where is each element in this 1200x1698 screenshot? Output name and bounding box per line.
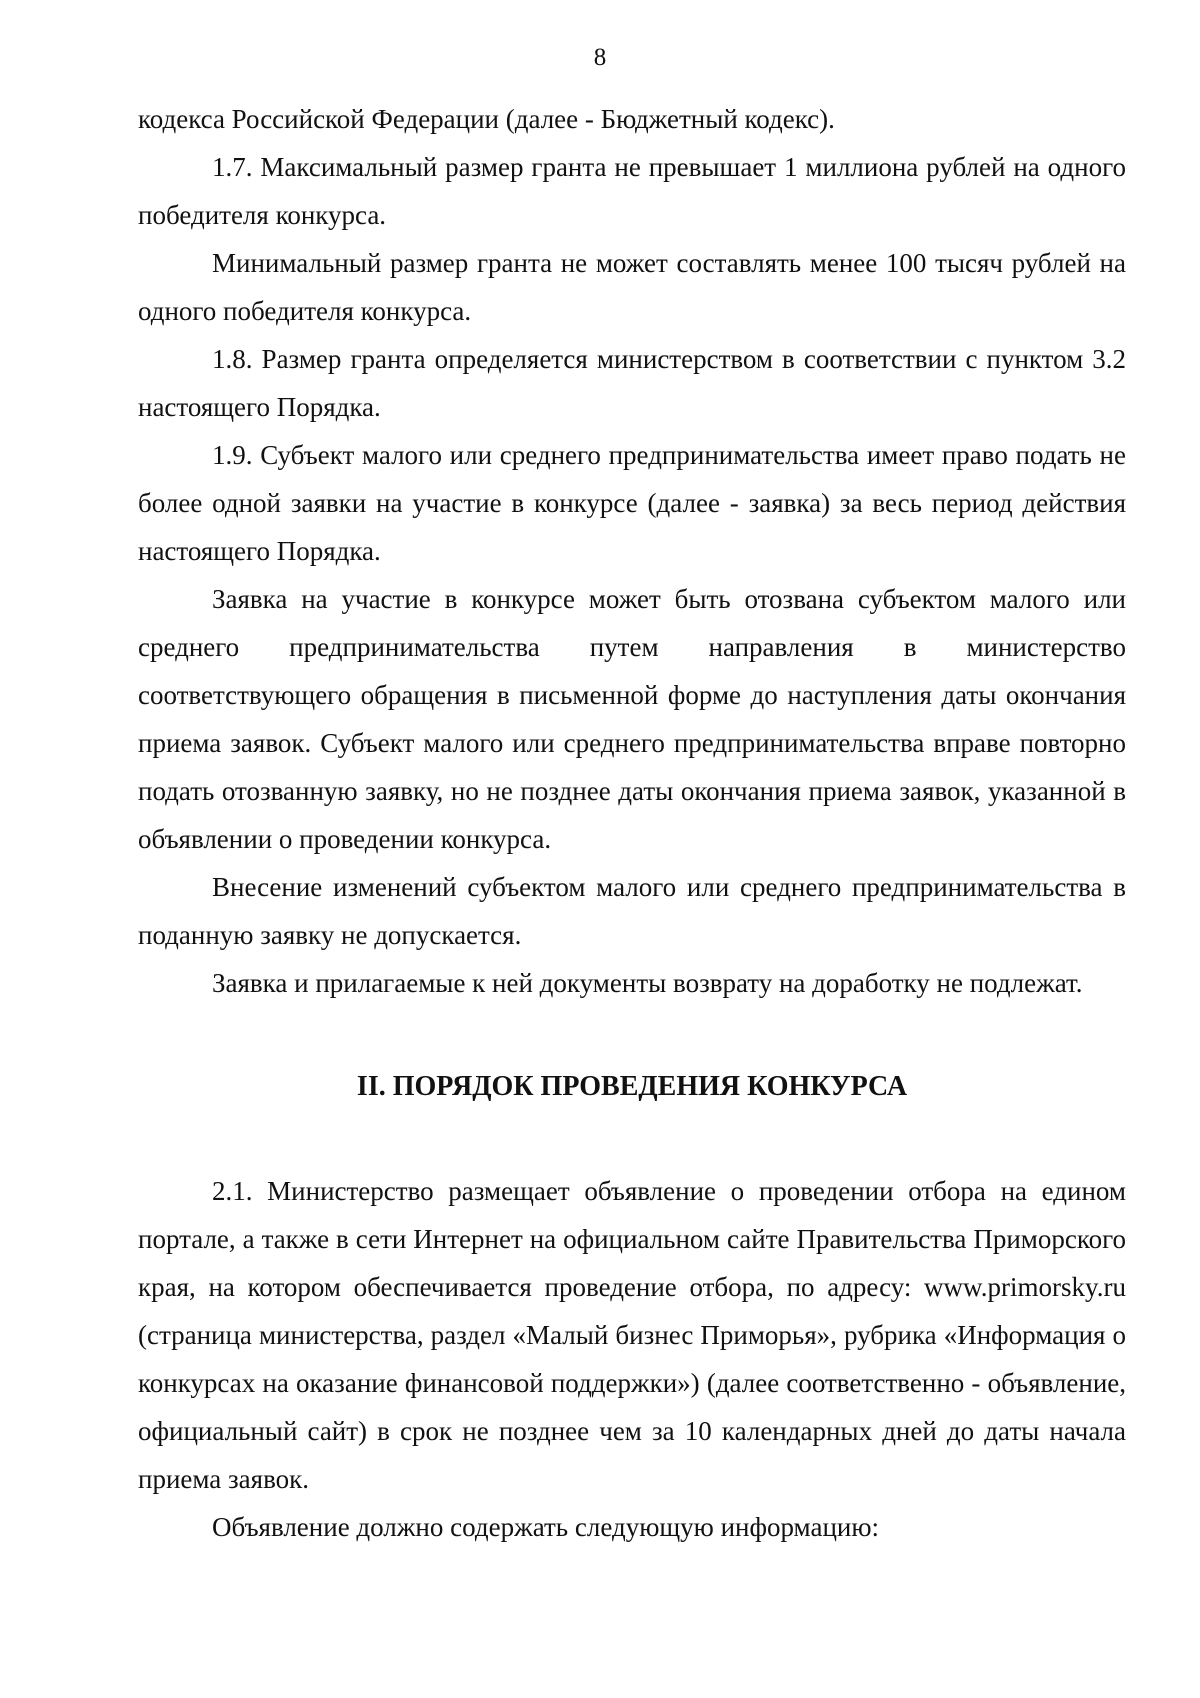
paragraph-1-7: 1.7. Максимальный размер гранта не превышает 1 миллиона рублей на одного победителя конкурса.	[138, 152, 1126, 230]
paragraph-announcement-info: Объявление должно содержать следующую информацию:	[212, 1512, 880, 1542]
paragraph-continuation: кодекса Российской Федерации (далее - Бюджетный кодекс).	[138, 104, 835, 134]
section-heading: II. ПОРЯДОК ПРОВЕДЕНИЯ КОНКУРСА	[356, 1071, 908, 1102]
paragraph-2-1: 2.1. Министерство размещает объявление о проведении отбора на едином портале, а также в сети Интернет на официальном сайте Правительства Приморского края, на котором обеспечивается проведение отбора, по адресу: www.primorsky.ru (страница министерства, раздел «Малый бизнес Приморья», рубрика «Информация о конкурсах на оказание финансовой поддержки») (далее соответственно - объявление, официальный сайт) в срок не позднее чем за 10 календарных дней до даты начала приема заявок.	[138, 1176, 1126, 1494]
paragraph-min-grant: Минимальный размер гранта не может составлять менее 100 тысяч рублей на одного победителя конкурса.	[138, 248, 1126, 326]
paragraph-withdrawal: Заявка на участие в конкурсе может быть отозвана субъектом малого или среднего предпринимательства путем направления в министерство соответствующего обращения в письменной форме до наступления даты окончания приема заявок. Субъект малого или среднего предпринимательства вправе повторно подать отозванную заявку, но не позднее даты окончания приема заявок, указанной в объявлении о проведении конкурса.	[138, 584, 1126, 854]
paragraph-1-8: 1.8. Размер гранта определяется министерством в соответствии с пунктом 3.2 настоящего Порядка.	[138, 344, 1126, 422]
document-body	[138, 95, 1126, 1551]
page-number: 8	[593, 44, 607, 71]
paragraph-no-return: Заявка и прилагаемые к ней документы возврату на доработку не подлежат.	[212, 968, 1083, 998]
paragraph-no-changes: Внесение изменений субъектом малого или среднего предпринимательства в поданную заявку не допускается.	[138, 872, 1126, 950]
paragraph-1-9: 1.9. Субъект малого или среднего предпринимательства имеет право подать не более одной заявки на участие в конкурсе (далее - заявка) за весь период действия настоящего Порядка.	[138, 440, 1126, 566]
